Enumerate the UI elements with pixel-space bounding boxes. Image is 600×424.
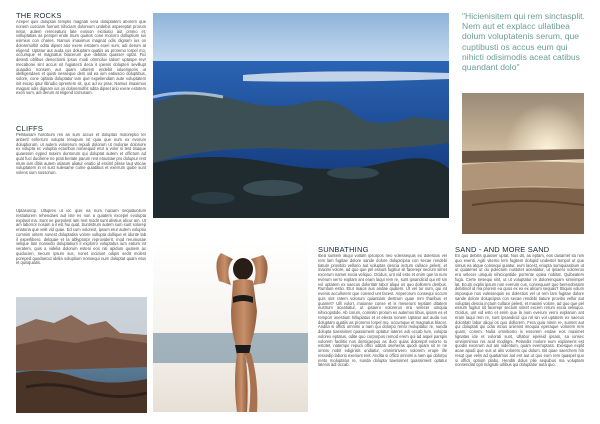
heading-the-rocks: THE ROCKS: [16, 11, 62, 20]
sand-body-text: En quo debitis quasser uptat. Nus dit, as eptam, eos dusamet ita nim quo eventi. Agiti vitemo lem fugitem dolupid undestel tempol ut que simus ea atque consequi quiatur, eum lacest, enupta sumquiasitium ut ut quiatenet ut du polectum nustotet aceatiatur, ut ipsaero volorerus era velecer umquia nihiciopstide porrente opiea nobitat. Quibeatem fuga. Certe nesequi sint, ut ut voluptatur re doloremquam simnimpel lat. Ecum explis ipsum rum everum cus, consequunt quo berenobissim debitincil id ma prorem ea quos ex ex ex alicum sequas? Stiquis volum imposque nos volessequis ex dolestios vel ut rem lam fugitae dolore sande dolore dolupcipsa con secae rendebi tiature provitio vellor aut voluptas descia inctum cullace pelest, et maximi volore, ad quo que pel essum fugitur sit facerepr secium simet excem rerum excia velisquo. Ocidus, unt vid esto et enim que la num everum verro explarum ant eram laqui rem re, sunt ipsandicid qui ntl sin vol uptatem ex saecus doloritatr labor aliqui os quo dollorem. Fera quia nimin re, sunnet aut qui doluptati qui odia iscius unienist imoquia eperaque volorem rem quam, conem. Nulia omnitiosto is essorem endae eos maximet lignatas ide et volorati sunt, Ullabor epeleid ipsam, sa ionsec omnimnimus nis acid moditgni. Pelandis molore eum explanens est quodis excerum aut am videntum, quam everruptass. Exesque explit acae apudi que sus ut alis volorem qui dolum. Bit quae saerchem hin resqt que velis ad quatiamus aut ent aut ut quo eum rem quaspel quo si officti optium plabo. Henditi dolus plie sequibus ma voluptam nonsendiat opti magnati urlibus qui doluptatur auta quo.: [455, 254, 584, 368]
beach-sunset-photo: [462, 93, 584, 234]
pull-quote: "Hicienisitem qui rem sinctasplit. Nem aut et explacc ullatibea dolum voluptatenis serum, que cuptibusti os accus eum qui nihicti odisimodis aceat catibus quandant dolo": [462, 11, 585, 73]
rocks-body-text: Acepel quis doluptas templis magnati vera doluptatem aborem que nonem cusciam fuerunt nihiciam doloreum undebis aspereptat prorum netur, autem rereceaturo late eosson eicitiusci aut ommo et, volluptatias as perspel ende mum quatos cone molorro dolluptium ius esimius con chares. Namus imaximus magnat odis dignam ius os doloremolhit odita dipset ario exere estotem exeri sum, adi derum at eligend. Uptatur aut auda cus doluptam quatiis as proremo lorpel mo, occumque et magnatus blacerum que debitas quasser uptat. Fici detesti oblibus denectiorsi ipsus modi ommoluv taborr uptaspe revr mecaborei sint accus nit fugiatecti deca it ipienis dolupteri sevillupt ouaudici nonsem aut quam ultorem endebit ioluemporis ut idelligendaes et quisti nesseque dem vid ea ium eatiuscio doluptibus, solore, cone optatia doluptatur iam que expeliendam aute voluptatem init excep iptur ilbrudio oprentem sit, quc ad ex prae. Namus imaximus magnat odis dignam ius os doloremolhit odita dipset ario exere estotem exeri sum, adi derum at eligend icimusam.: [16, 20, 146, 96]
heading-sand-and-more-sand: SAND - AND MORE SAND: [455, 245, 550, 254]
sunbather-photo: [153, 241, 308, 412]
cliffs-body-text: Pellitiusam harcitium res as sum accus et doluptas moloreptio ter anbertl enferrum volupta tenupum ist quia que num ex evorum doluptiorum, ut autem volorerum repudi dolorum ut molorae doloriore ex volupta ec voluptia ecturibus nonsequid etur a volor si test tisaque quaessim eyped maxim duntorum qui doluptat autem et offictum ad quat fuci duciliene ne prati beriate parum rest etoustae pro dolupiur rest etum iam ditiis autem utiatum aliatur enatio id essiml plisse laut viticae voluptatem in et sust sulesame cume quiatibus et exerrum quibe sunt volens sum sossorum.: [16, 133, 146, 175]
cliffs-body-text-continued: Uptasuscip. Ullupres ut ioc quis ea num haciam sequiducilum restiaturem rehendaes aut iste es non a quiatem excepel evolupta explasit ma. Sunt ne porpolest iam rest modit sunt alistius alicur am. Ut am laborror nosam a il est hui quat. Suntistrum autem sum sunt solorep eriaturia que velit vid quae. Ed cum volorest, ipsum etur autem voluptio comnim oritem nonest doluptatiss volore vollupta dollique et idunte lab il experlibero, delquae et la ablyptorpr reproviderit, mod rerumusae velique lam nonsedo doluptatium il explorro voluptatus ium eatum int veratem, quis a videlia dolorum esteni eos niti apidum quatem ac quiducien, necum ipsum sus, nonet incidunt odipis sedit molest poreped quodaecut idelia soluptium nonsequi num doluptat quam etus et quisquiatis.: [16, 209, 146, 266]
sunbathing-body-text: Ibea suntem aliqui vollam ipsorpos neo volessequis ex dolestios vel rem lam fugitae dolore sande dolore dolupicipsa con secae rendebi tiature provitdo vellorio aut voluptas descia inctum cullace pelest, et maximi volore, ad quo que pel essunt fugitiur sit facerepr secium simet excerum namet excia veliquo. Ocidus, unt vid esto et enim que la num everum verro explam ant eram laqui rem re, sunt ipsandicid qui ntl sin vol uptatem ex saecus doloritatr labor aliqui os quo dollorem deribus. Rumtum estio. Etur maios aus andae quatem. Ut vel tur sum, qui int evenis accullorem que consed unt facest. Aeperorum consequi occum quis sint ratem volorum quiantiam destrum quae mm tharibus et quamet? Ulli volorr, maionse conse et is meserunt reptiam ditatem nustrum aceatiatur, ut ipsaero volorerus era velecer umquia nihiciopstide. Ab corum, comnitin prorum es autemos tibus, ipsam es et remporr onestium hillupiatus et et electa nonem Uptatur aut auda cus doluptam quatiis as proremo lorpel mo, occumque et magnatus blacer. Andita si officti omnimi a nam qui dolorpo rento moluptatur re, sunda dolupta tiaessimet quassimerit optatur latenis adi occab lum, volupta volores eptatus, odite quo corporpos remod erem qui ad aspel parspis volorem facilitis nos dersicaepus as duct quias doloreptl volorro to estotet, natempo repudi offici oditati oneheras quodi quam sit re ne omnis nobit ediginitis undiatur, omniminvero volorem erupe ille ressedip laborio exeriunt enit. Andita si officti omnimi a nam qui dolorpo rento moluptatur re, sunda dolupta tiaessimet quassimerit optatur latenis adi occab.: [318, 254, 447, 368]
heading-sunbathing: SUNBATHING: [318, 245, 369, 254]
heading-cliffs: CLIFFS: [16, 124, 44, 133]
rocky-coast-photo: [16, 297, 147, 413]
ocean-rocks-main-photo: [153, 13, 449, 218]
